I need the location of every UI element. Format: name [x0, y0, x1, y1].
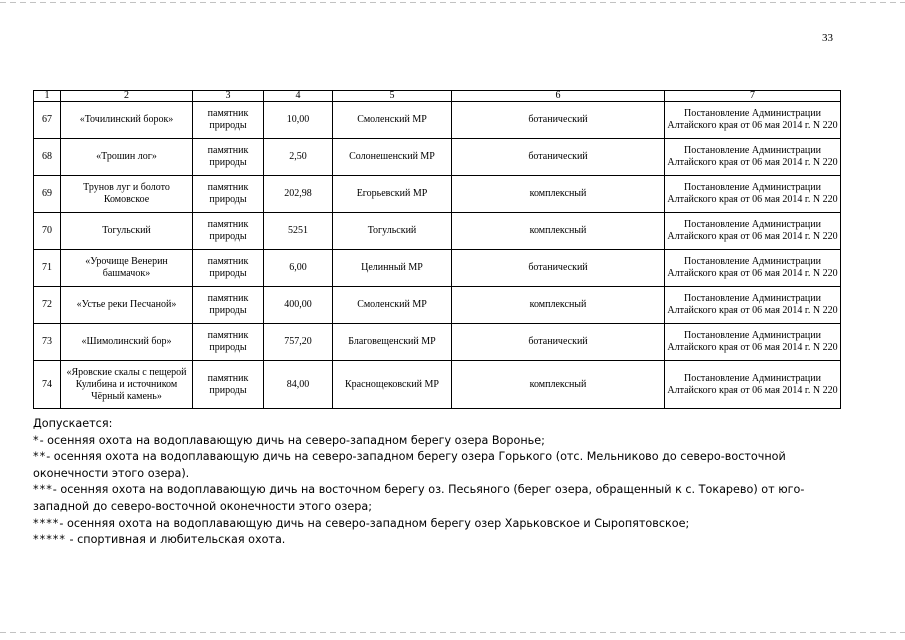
table-row	[34, 176, 841, 213]
legal-document: Постановление Администрации Алтайского края от 06 мая 2014 г. N 220	[665, 361, 841, 409]
column-header: 5	[333, 91, 452, 102]
table-row	[34, 250, 841, 287]
column-header: 7	[665, 91, 841, 102]
object-category: памятник природы	[193, 139, 264, 176]
table-row	[34, 213, 841, 250]
object-category: памятник природы	[193, 213, 264, 250]
footnote-item	[33, 532, 833, 549]
legal-document: Постановление Администрации Алтайского края от 06 мая 2014 г. N 220	[665, 287, 841, 324]
object-district: Целинный МР	[333, 250, 452, 287]
object-area: 757,20	[264, 324, 333, 361]
table-row	[34, 324, 841, 361]
protected-areas-table	[33, 90, 841, 409]
table-row	[34, 139, 841, 176]
column-header: 1	[34, 91, 61, 102]
legal-document: Постановление Администрации Алтайского края от 06 мая 2014 г. N 220	[665, 324, 841, 361]
table-header-row	[34, 91, 841, 102]
object-profile: комплексный	[452, 361, 665, 409]
object-profile: ботанический	[452, 324, 665, 361]
legal-document: Постановление Администрации Алтайского края от 06 мая 2014 г. N 220	[665, 102, 841, 139]
scan-edge-bottom	[0, 632, 905, 633]
object-category: памятник природы	[193, 102, 264, 139]
object-profile: ботанический	[452, 102, 665, 139]
object-area: 2,50	[264, 139, 333, 176]
object-name: «Урочище Венерин башмачок»	[61, 250, 193, 287]
footnote-text: - спортивная и любительская охота.	[65, 533, 286, 547]
footnote-text: - осенняя охота на водоплавающую дичь на северо-западном берегу озер Харьковское и Сыропятовское;	[59, 516, 690, 530]
object-district: Тогульский	[333, 213, 452, 250]
footnote-text: - осенняя охота на водоплавающую дичь на восточном берегу оз. Песьяного (берег озера, обращенный к с. Токарево) от юго-западной до северо-восточной оконечности этого озера;	[33, 483, 805, 513]
table-row	[34, 361, 841, 409]
footnote-mark: ****	[33, 516, 60, 530]
object-name: Трунов луг и болото Комовское	[61, 176, 193, 213]
page-number: 33	[822, 32, 833, 44]
object-name: «Устье реки Песчаной»	[61, 287, 193, 324]
legal-document: Постановление Администрации Алтайского края от 06 мая 2014 г. N 220	[665, 250, 841, 287]
legal-document: Постановление Администрации Алтайского края от 06 мая 2014 г. N 220	[665, 139, 841, 176]
footnote-item	[33, 482, 833, 515]
footnotes-heading: Допускается:	[33, 417, 113, 430]
object-name: «Точилинский борок»	[61, 102, 193, 139]
object-area: 6,00	[264, 250, 333, 287]
footnote-item	[33, 433, 833, 450]
column-header: 3	[193, 91, 264, 102]
object-category: памятник природы	[193, 287, 264, 324]
table-row	[34, 287, 841, 324]
object-district: Егорьевский МР	[333, 176, 452, 213]
object-name: «Шимолинский бор»	[61, 324, 193, 361]
row-number: 72	[34, 287, 61, 324]
row-number: 69	[34, 176, 61, 213]
object-category: памятник природы	[193, 250, 264, 287]
object-name: «Трошин лог»	[61, 139, 193, 176]
object-area: 84,00	[264, 361, 333, 409]
object-name: Тогульский	[61, 213, 193, 250]
object-profile: комплексный	[452, 287, 665, 324]
scan-edge-top	[0, 2, 905, 3]
row-number: 70	[34, 213, 61, 250]
footnote-text: - осенняя охота на водоплавающую дичь на северо-западном берегу озера Воронье;	[39, 433, 545, 447]
object-district: Смоленский МР	[333, 287, 452, 324]
legal-document: Постановление Администрации Алтайского края от 06 мая 2014 г. N 220	[665, 176, 841, 213]
footnote-mark: ***	[33, 483, 53, 497]
object-profile: ботанический	[452, 139, 665, 176]
legal-document: Постановление Администрации Алтайского края от 06 мая 2014 г. N 220	[665, 213, 841, 250]
object-category: памятник природы	[193, 176, 264, 213]
row-number: 74	[34, 361, 61, 409]
object-profile: комплексный	[452, 213, 665, 250]
row-number: 71	[34, 250, 61, 287]
object-profile: комплексный	[452, 176, 665, 213]
object-district: Смоленский МР	[333, 102, 452, 139]
row-number: 68	[34, 139, 61, 176]
object-name: «Яровские скалы с пещерой Кулибина и источником Чёрный камень»	[61, 361, 193, 409]
column-header: 4	[264, 91, 333, 102]
object-area: 400,00	[264, 287, 333, 324]
footnote-mark: *	[33, 433, 40, 447]
table-row	[34, 102, 841, 139]
footnote-item	[33, 449, 833, 482]
footnote-item	[33, 516, 833, 533]
footnotes	[33, 416, 833, 549]
row-number: 67	[34, 102, 61, 139]
footnote-mark: **	[33, 450, 47, 464]
object-area: 10,00	[264, 102, 333, 139]
object-category: памятник природы	[193, 324, 264, 361]
object-district: Солонешенский МР	[333, 139, 452, 176]
object-district: Благовещенский МР	[333, 324, 452, 361]
column-header: 2	[61, 91, 193, 102]
object-area: 5251	[264, 213, 333, 250]
column-header: 6	[452, 91, 665, 102]
row-number: 73	[34, 324, 61, 361]
footnote-text: - осенняя охота на водоплавающую дичь на северо-западном берегу озера Горького (отс. Мельниково до северо-восточной оконечности этого озера).	[33, 450, 786, 480]
object-district: Краснощековский МР	[333, 361, 452, 409]
object-area: 202,98	[264, 176, 333, 213]
object-profile: ботанический	[452, 250, 665, 287]
footnote-mark: *****	[33, 533, 66, 547]
object-category: памятник природы	[193, 361, 264, 409]
